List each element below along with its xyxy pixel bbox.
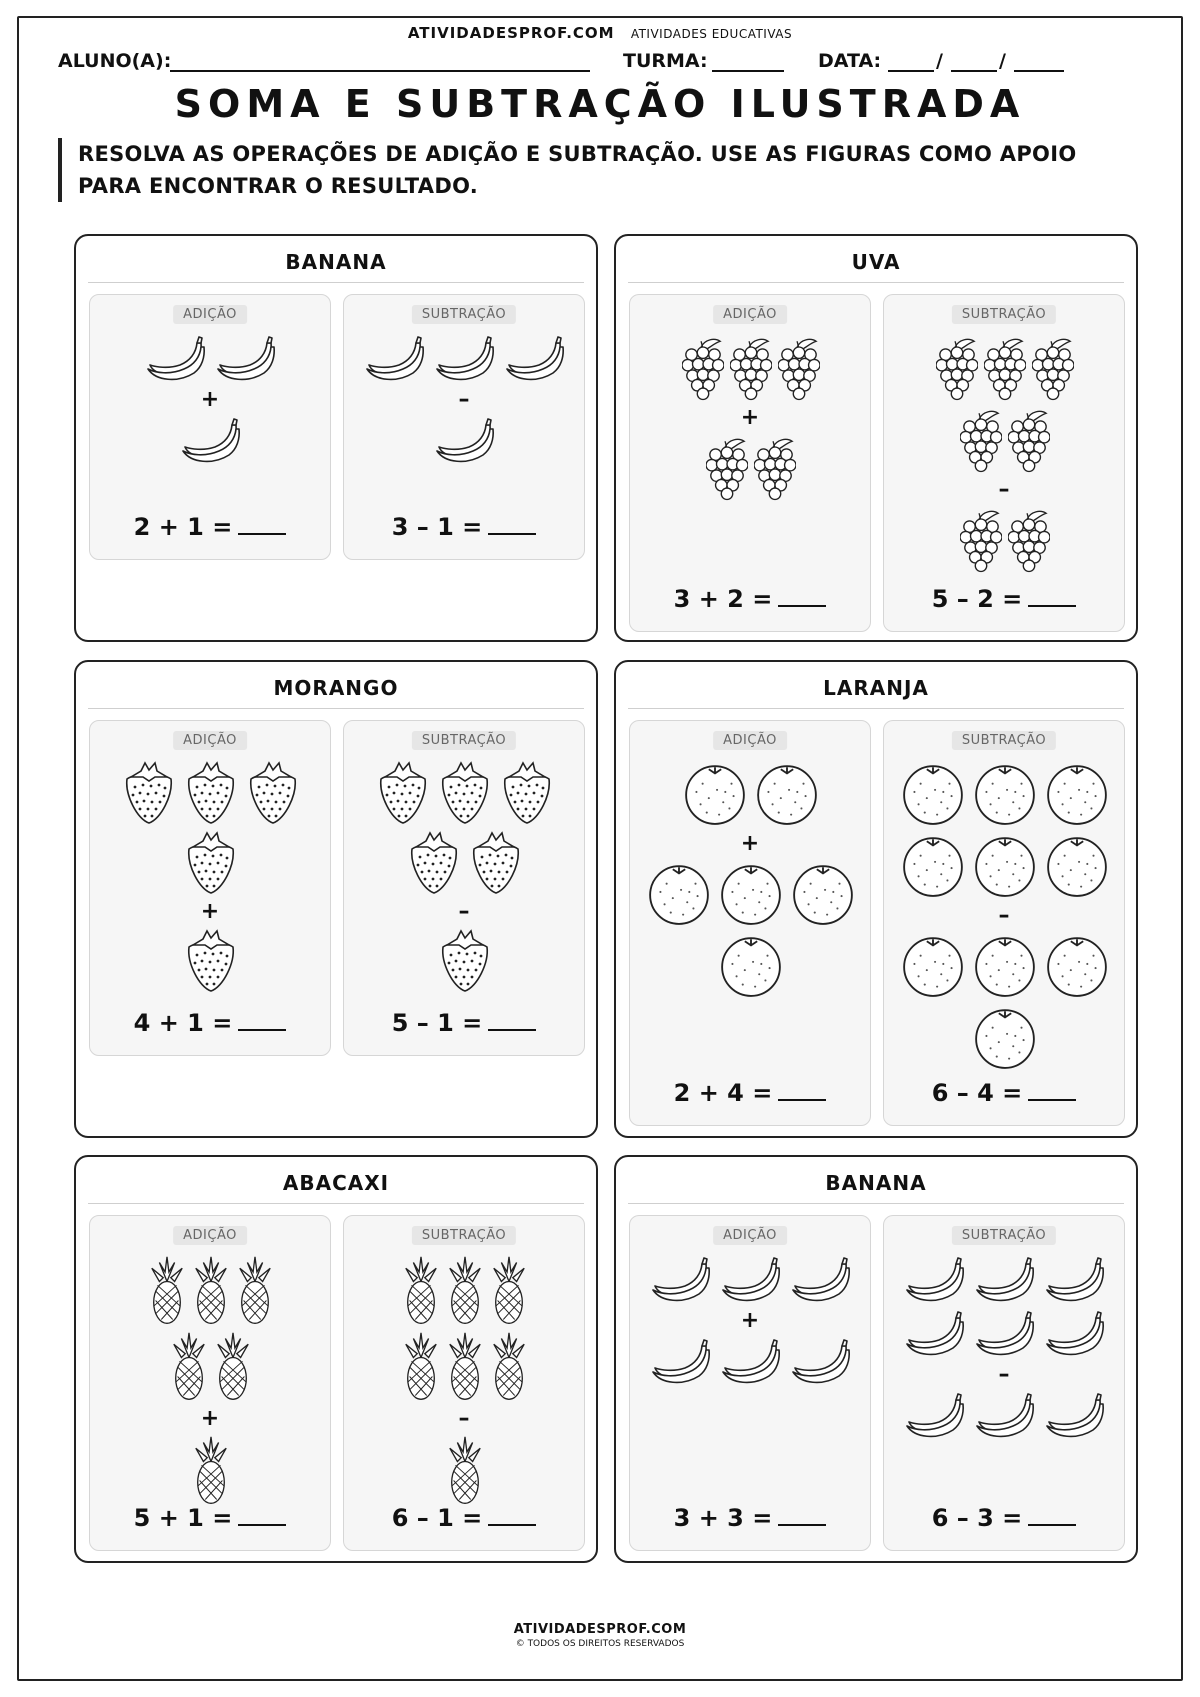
orange-icon: [1044, 761, 1110, 827]
strawberry-icon: [183, 831, 239, 895]
date-day-field[interactable]: [888, 50, 934, 72]
pineapple-icon: [402, 1256, 440, 1326]
exercise-card-banana: [614, 1155, 1138, 1563]
orange-icon: [1044, 833, 1110, 899]
subtraction-tag: SUBTRAÇÃO: [952, 305, 1056, 324]
grape-icon: [984, 335, 1026, 401]
addition-tag: ADIÇÃO: [713, 305, 787, 324]
card-title: ABACAXI: [282, 1171, 390, 1195]
exercise-card-orange: [614, 660, 1138, 1138]
pineapple-icon: [170, 1332, 208, 1402]
addition-panel: [629, 294, 871, 632]
subtraction-equation: [344, 1504, 584, 1532]
answer-blank[interactable]: [1028, 1079, 1076, 1101]
addition-panel: [89, 720, 331, 1056]
answer-blank[interactable]: [1028, 585, 1076, 607]
footer-rights: © TODOS OS DIREITOS RESERVADOS: [515, 1639, 685, 1649]
banana-icon: [433, 335, 497, 383]
orange-icon: [972, 833, 1038, 899]
card-divider: [628, 1203, 1124, 1204]
equation-text: 3 + 3 =: [673, 1504, 773, 1532]
orange-icon: [682, 761, 748, 827]
pineapple-icon: [446, 1256, 484, 1326]
pineapple-icon: [214, 1332, 252, 1402]
minus-sign: –: [998, 903, 1010, 928]
banana-icon: [433, 417, 497, 465]
date-slash-2: /: [999, 50, 1006, 72]
card-title: MORANGO: [273, 676, 399, 700]
equation-text: 3 + 2 =: [673, 585, 773, 613]
answer-blank[interactable]: [238, 1504, 286, 1526]
student-label: ALUNO(A):: [58, 50, 172, 72]
subtraction-equation: [884, 585, 1124, 613]
pineapple-icon: [148, 1256, 186, 1326]
exercise-card-pineapple: [74, 1155, 598, 1563]
student-info-row: [58, 50, 1148, 80]
pineapple-icon: [490, 1332, 528, 1402]
subtraction-tag: SUBTRAÇÃO: [952, 1226, 1056, 1245]
date-label: DATA:: [818, 50, 882, 72]
subtraction-panel: [343, 720, 585, 1056]
subtraction-equation: [344, 1009, 584, 1037]
addition-equation: [90, 513, 330, 541]
subtraction-panel: [343, 1215, 585, 1551]
equation-text: 2 + 4 =: [673, 1079, 773, 1107]
subtraction-panel: [343, 294, 585, 560]
student-name-field[interactable]: [170, 50, 590, 72]
pineapple-icon: [446, 1332, 484, 1402]
addition-tag: ADIÇÃO: [173, 1226, 247, 1245]
strawberry-icon: [468, 831, 524, 895]
site-subtitle: ATIVIDADES EDUCATIVAS: [630, 27, 793, 41]
answer-blank[interactable]: [488, 1504, 536, 1526]
banana-icon: [214, 335, 278, 383]
strawberry-icon: [245, 761, 301, 825]
minus-sign: –: [458, 899, 470, 924]
orange-icon: [646, 861, 712, 927]
orange-icon: [972, 761, 1038, 827]
plus-sign: +: [200, 899, 220, 924]
banana-icon: [179, 417, 243, 465]
orange-icon: [972, 933, 1038, 999]
orange-icon: [754, 761, 820, 827]
grape-icon: [730, 335, 772, 401]
equation-text: 5 + 1 =: [133, 1504, 233, 1532]
card-divider: [88, 282, 584, 283]
equation-text: 3 – 1 =: [391, 513, 483, 541]
site-name: ATIVIDADESPROF.COM: [407, 24, 615, 42]
card-title: BANANA: [825, 1171, 927, 1195]
grape-icon: [1008, 507, 1050, 573]
plus-sign: +: [200, 1406, 220, 1431]
addition-equation: [630, 1504, 870, 1532]
addition-equation: [630, 1079, 870, 1107]
orange-icon: [1044, 933, 1110, 999]
banana-icon: [789, 1338, 853, 1386]
grape-icon: [1008, 407, 1050, 473]
orange-icon: [900, 761, 966, 827]
banana-icon: [1043, 1256, 1107, 1304]
addition-equation: [90, 1504, 330, 1532]
banana-icon: [789, 1256, 853, 1304]
addition-panel: [629, 720, 871, 1126]
banana-icon: [503, 335, 567, 383]
class-label: TURMA:: [623, 50, 708, 72]
date-year-field[interactable]: [1014, 50, 1064, 72]
card-divider: [628, 708, 1124, 709]
addition-panel: [629, 1215, 871, 1551]
grape-icon: [682, 335, 724, 401]
banana-icon: [903, 1256, 967, 1304]
page-title: SOMA E SUBTRAÇÃO ILUSTRADA: [174, 82, 1026, 126]
pineapple-icon: [192, 1256, 230, 1326]
addition-panel: [89, 294, 331, 560]
subtraction-panel: [883, 294, 1125, 632]
plus-sign: +: [200, 387, 220, 412]
plus-sign: +: [740, 831, 760, 856]
answer-blank[interactable]: [778, 1079, 826, 1101]
minus-sign: –: [458, 387, 470, 412]
banana-icon: [719, 1338, 783, 1386]
strawberry-icon: [375, 761, 431, 825]
banana-icon: [649, 1338, 713, 1386]
card-title: BANANA: [285, 250, 387, 274]
card-divider: [628, 282, 1124, 283]
addition-equation: [90, 1009, 330, 1037]
equation-text: 4 + 1 =: [133, 1009, 233, 1037]
card-divider: [88, 1203, 584, 1204]
strawberry-icon: [437, 761, 493, 825]
banana-icon: [903, 1310, 967, 1358]
banana-icon: [1043, 1392, 1107, 1440]
subtraction-equation: [344, 513, 584, 541]
plus-sign: +: [740, 1308, 760, 1333]
banana-icon: [973, 1256, 1037, 1304]
answer-blank[interactable]: [488, 513, 536, 535]
addition-tag: ADIÇÃO: [713, 1226, 787, 1245]
subtraction-equation: [884, 1079, 1124, 1107]
answer-blank[interactable]: [1028, 1504, 1076, 1526]
minus-sign: –: [998, 477, 1010, 502]
subtraction-panel: [883, 1215, 1125, 1551]
instructions: RESOLVA AS OPERAÇÕES DE ADIÇÃO E SUBTRAÇÃO. USE AS FIGURAS COMO APOIO PARA ENCONTRAR O RESULTADO.: [58, 138, 1138, 202]
exercise-card-grape: [614, 234, 1138, 642]
banana-icon: [649, 1256, 713, 1304]
grape-icon: [706, 435, 748, 501]
footer-site: ATIVIDADESPROF.COM: [513, 1622, 687, 1637]
answer-blank[interactable]: [778, 1504, 826, 1526]
date-month-field[interactable]: [951, 50, 997, 72]
orange-icon: [900, 933, 966, 999]
grape-icon: [754, 435, 796, 501]
minus-sign: –: [998, 1362, 1010, 1387]
pineapple-icon: [446, 1436, 484, 1506]
date-slash-1: /: [936, 50, 943, 72]
pineapple-icon: [402, 1332, 440, 1402]
card-title: UVA: [851, 250, 901, 274]
strawberry-icon: [121, 761, 177, 825]
strawberry-icon: [183, 761, 239, 825]
banana-icon: [903, 1392, 967, 1440]
answer-blank[interactable]: [238, 1009, 286, 1031]
equation-text: 2 + 1 =: [133, 513, 233, 541]
exercise-card-strawberry: [74, 660, 598, 1138]
plus-sign: +: [740, 405, 760, 430]
addition-equation: [630, 585, 870, 613]
answer-blank[interactable]: [238, 513, 286, 535]
grape-icon: [960, 507, 1002, 573]
strawberry-icon: [499, 761, 555, 825]
orange-icon: [790, 861, 856, 927]
addition-tag: ADIÇÃO: [173, 731, 247, 750]
addition-tag: ADIÇÃO: [713, 731, 787, 750]
pineapple-icon: [490, 1256, 528, 1326]
answer-blank[interactable]: [488, 1009, 536, 1031]
subtraction-tag: SUBTRAÇÃO: [412, 1226, 516, 1245]
site-header: [0, 24, 1200, 42]
equation-text: 6 – 3 =: [931, 1504, 1023, 1532]
banana-icon: [719, 1256, 783, 1304]
answer-blank[interactable]: [778, 585, 826, 607]
orange-icon: [718, 861, 784, 927]
grape-icon: [1032, 335, 1074, 401]
footer: [0, 1622, 1200, 1649]
grape-icon: [936, 335, 978, 401]
subtraction-equation: [884, 1504, 1124, 1532]
exercise-card-banana: [74, 234, 598, 642]
subtraction-panel: [883, 720, 1125, 1126]
subtraction-tag: SUBTRAÇÃO: [412, 305, 516, 324]
equation-text: 6 – 4 =: [931, 1079, 1023, 1107]
banana-icon: [1043, 1310, 1107, 1358]
addition-panel: [89, 1215, 331, 1551]
equation-text: 5 – 1 =: [391, 1009, 483, 1037]
strawberry-icon: [406, 831, 462, 895]
strawberry-icon: [437, 929, 493, 993]
addition-tag: ADIÇÃO: [173, 305, 247, 324]
orange-icon: [972, 1005, 1038, 1071]
banana-icon: [973, 1310, 1037, 1358]
minus-sign: –: [458, 1406, 470, 1431]
subtraction-tag: SUBTRAÇÃO: [412, 731, 516, 750]
banana-icon: [973, 1392, 1037, 1440]
strawberry-icon: [183, 929, 239, 993]
banana-icon: [363, 335, 427, 383]
pineapple-icon: [236, 1256, 274, 1326]
card-title: LARANJA: [823, 676, 929, 700]
grape-icon: [960, 407, 1002, 473]
grape-icon: [778, 335, 820, 401]
subtraction-tag: SUBTRAÇÃO: [952, 731, 1056, 750]
card-divider: [88, 708, 584, 709]
class-field[interactable]: [712, 50, 784, 72]
banana-icon: [144, 335, 208, 383]
equation-text: 5 – 2 =: [931, 585, 1023, 613]
equation-text: 6 – 1 =: [391, 1504, 483, 1532]
orange-icon: [900, 833, 966, 899]
orange-icon: [718, 933, 784, 999]
pineapple-icon: [192, 1436, 230, 1506]
